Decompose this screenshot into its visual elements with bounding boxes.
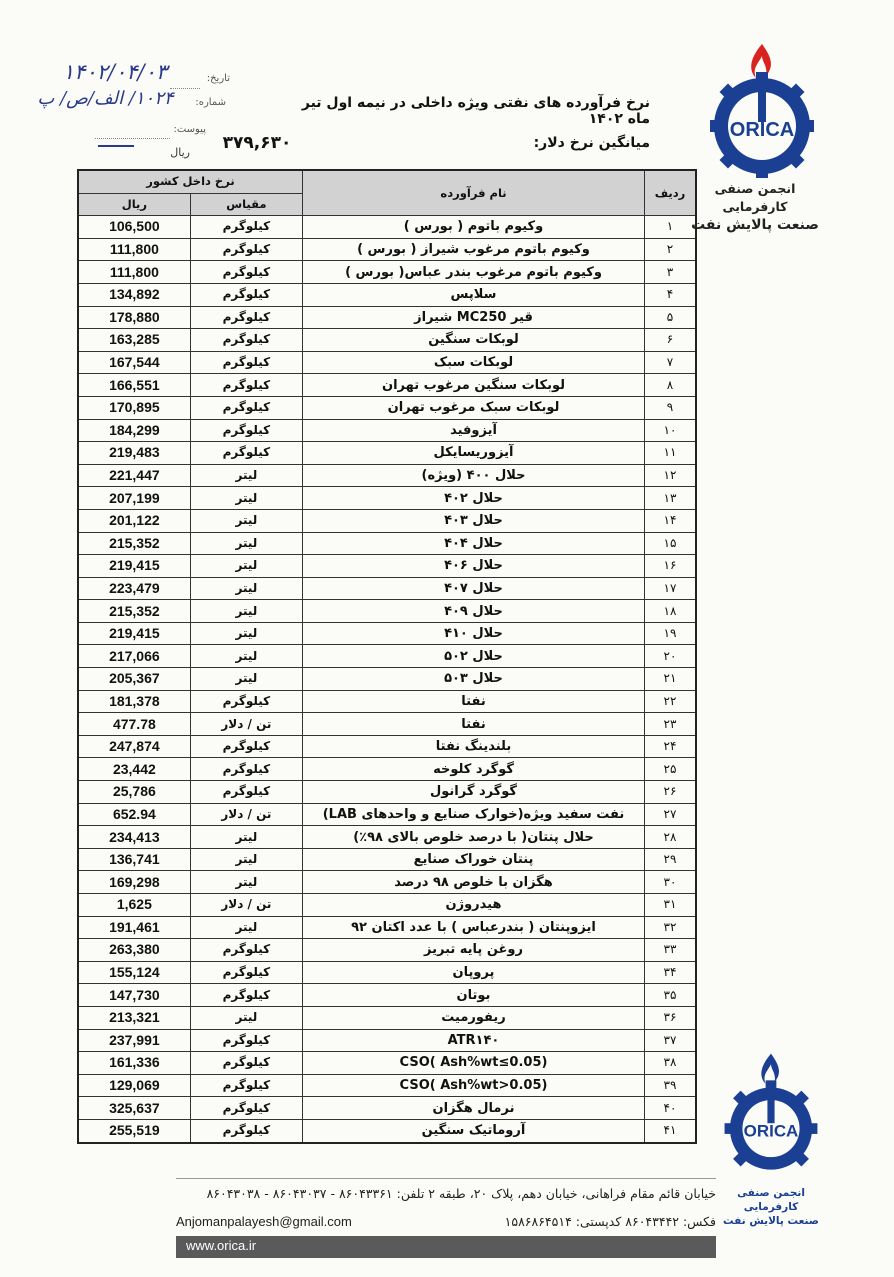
table-row [78, 690, 696, 713]
price-cell: 223,479 [78, 577, 190, 600]
product-name: حلال ۴۰۶ [303, 555, 645, 578]
price-cell: 161,336 [78, 1052, 190, 1075]
unit-cell: کیلوگرم [190, 1052, 302, 1075]
table-row [78, 961, 696, 984]
row-number: ۹ [645, 396, 697, 419]
product-name: پنتان خوراک صنایع [303, 848, 645, 871]
footer-website-link[interactable]: www.orica.ir [186, 1238, 257, 1253]
handwritten-dash [98, 145, 134, 147]
table-row [78, 894, 696, 917]
unit-cell: کیلوگرم [190, 690, 302, 713]
row-number: ۳۵ [645, 984, 697, 1007]
number-label: شماره: [195, 97, 226, 108]
org-name-line1: انجمن صنفی کارفرمایی [714, 181, 796, 214]
price-cell: 169,298 [78, 871, 190, 894]
product-name: حلال ۴۰۷ [303, 577, 645, 600]
dollar-rate-unit: ریال [170, 146, 190, 159]
price-cell: 477.78 [78, 713, 190, 736]
row-number: ۱۳ [645, 487, 697, 510]
row-number: ۳۴ [645, 961, 697, 984]
footer-bar [176, 1236, 716, 1258]
price-cell: 111,800 [78, 238, 190, 261]
table-row [78, 939, 696, 962]
price-cell: 215,352 [78, 600, 190, 623]
row-number: ۲ [645, 238, 697, 261]
unit-cell: کیلوگرم [190, 283, 302, 306]
product-name: آیزوفید [303, 419, 645, 442]
unit-cell: لیتر [190, 555, 302, 578]
stamp-org-line1: انجمن صنفی کارفرمایی [737, 1187, 805, 1213]
unit-cell: لیتر [190, 668, 302, 691]
footer-address: خیابان قائم مقام فراهانی، خیابان دهم، پلاک ۲۰، طبقه ۲ تلفن: ۸۶۰۴۳۳۶۱ - ۸۶۰۴۳۰۳۷ - ۸۶۰۴۳۰۳۸ [206, 1186, 716, 1201]
row-number: ۳۳ [645, 939, 697, 962]
table-row [78, 803, 696, 826]
unit-cell: کیلوگرم [190, 442, 302, 465]
table-row [78, 781, 696, 804]
table-row [78, 555, 696, 578]
price-cell: 207,199 [78, 487, 190, 510]
row-number: ۲۱ [645, 668, 697, 691]
price-cell: 219,415 [78, 555, 190, 578]
product-name: گوگرد کلوخه [303, 758, 645, 781]
row-number: ۴۱ [645, 1119, 697, 1142]
row-number: ۶ [645, 329, 697, 352]
price-cell: 181,378 [78, 690, 190, 713]
unit-cell: تن / دلار [190, 713, 302, 736]
price-cell: 134,892 [78, 283, 190, 306]
table-row [78, 916, 696, 939]
header-unit: مقیاس [190, 193, 302, 216]
product-name: ایزوپنتان ( بندرعباس ) با عدد اکتان ۹۲ [303, 916, 645, 939]
product-name: بوتان [303, 984, 645, 1007]
product-name: آیزوریسایکل [303, 442, 645, 465]
unit-cell: کیلوگرم [190, 758, 302, 781]
price-cell: 263,380 [78, 939, 190, 962]
unit-cell: کیلوگرم [190, 396, 302, 419]
price-cell: 167,544 [78, 351, 190, 374]
unit-cell: کیلوگرم [190, 261, 302, 284]
product-name: حلال پنتان( با درصد خلوص بالای ۹۸٪) [303, 826, 645, 849]
price-cell: 23,442 [78, 758, 190, 781]
unit-cell: تن / دلار [190, 803, 302, 826]
row-number: ۸ [645, 374, 697, 397]
table-row [78, 713, 696, 736]
product-name: سلاپس [303, 283, 645, 306]
price-cell: 184,299 [78, 419, 190, 442]
unit-cell: لیتر [190, 848, 302, 871]
row-number: ۳۱ [645, 894, 697, 917]
row-number: ۱۸ [645, 600, 697, 623]
table-row [78, 396, 696, 419]
table-row [78, 645, 696, 668]
table-row [78, 464, 696, 487]
price-cell: 155,124 [78, 961, 190, 984]
dollar-rate-label: میانگین نرخ دلار: [533, 135, 650, 151]
orica-logo [702, 38, 822, 178]
product-name: حلال ۴۰۴ [303, 532, 645, 555]
table-row [78, 329, 696, 352]
stamp-org-line2: صنعت پالایش نفت [723, 1215, 819, 1227]
row-number: ۱۴ [645, 509, 697, 532]
date-label: تاریخ: [206, 73, 230, 84]
footer-email[interactable]: Anjomanpalayesh@gmail.com [176, 1214, 352, 1229]
price-cell: 215,352 [78, 532, 190, 555]
product-name: حلال ۴۰۲ [303, 487, 645, 510]
attachment-label: پیوست: [173, 124, 206, 135]
dollar-rate-value: ۳۷۹,۶۳۰ [222, 133, 292, 153]
product-name: هگزان با خلوص ۹۸ درصد [303, 871, 645, 894]
attachment-dotted-line [95, 138, 170, 139]
table-row [78, 984, 696, 1007]
product-name: حلال ۴۱۰ [303, 622, 645, 645]
unit-cell: کیلوگرم [190, 238, 302, 261]
price-cell: 325,637 [78, 1097, 190, 1120]
unit-cell: کیلوگرم [190, 984, 302, 1007]
product-name: پروپان [303, 961, 645, 984]
product-name: ATR۱۴۰ [303, 1029, 645, 1052]
table-row [78, 826, 696, 849]
row-number: ۱۶ [645, 555, 697, 578]
product-name: آروماتیک سنگین [303, 1119, 645, 1142]
unit-cell: کیلوگرم [190, 939, 302, 962]
row-number: ۲۶ [645, 781, 697, 804]
stamp-org-name [716, 1186, 826, 1228]
unit-cell: لیتر [190, 622, 302, 645]
product-name: روغن پایه تبریز [303, 939, 645, 962]
product-name: نفتا [303, 690, 645, 713]
table-row [78, 622, 696, 645]
unit-cell: لیتر [190, 464, 302, 487]
row-number: ۱۲ [645, 464, 697, 487]
row-number: ۱۷ [645, 577, 697, 600]
logo-text: ORICA [729, 119, 795, 141]
stamp-logo-text: ORICA [743, 1121, 799, 1141]
product-name: نرمال هگزان [303, 1097, 645, 1120]
unit-cell: لیتر [190, 532, 302, 555]
product-name: لوبکات سنگین مرغوب تهران [303, 374, 645, 397]
table-row [78, 1074, 696, 1097]
product-name: وکیوم باتوم مرغوب بندر عباس( بورس ) [303, 261, 645, 284]
price-cell: 106,500 [78, 216, 190, 239]
unit-cell: لیتر [190, 487, 302, 510]
price-cell: 219,415 [78, 622, 190, 645]
price-cell: 652.94 [78, 803, 190, 826]
price-cell: 247,874 [78, 735, 190, 758]
table-row [78, 871, 696, 894]
table-row [78, 216, 696, 239]
table-row [78, 283, 696, 306]
table-row [78, 735, 696, 758]
row-number: ۲۰ [645, 645, 697, 668]
table-row [78, 374, 696, 397]
row-number: ۳۷ [645, 1029, 697, 1052]
row-number: ۳۸ [645, 1052, 697, 1075]
row-number: ۴ [645, 283, 697, 306]
footer-fax-postal: فکس: ۸۶۰۴۳۴۴۲ کدپستی: ۱۵۸۶۸۶۴۵۱۴ [504, 1214, 716, 1229]
header-price: ریال [78, 193, 190, 216]
table-row [78, 261, 696, 284]
unit-cell: کیلوگرم [190, 374, 302, 397]
row-number: ۳۰ [645, 871, 697, 894]
unit-cell: کیلوگرم [190, 735, 302, 758]
price-cell: 255,519 [78, 1119, 190, 1142]
row-number: ۳۲ [645, 916, 697, 939]
org-name-block [680, 180, 830, 234]
unit-cell: لیتر [190, 1006, 302, 1029]
unit-cell: کیلوگرم [190, 1119, 302, 1142]
price-cell: 166,551 [78, 374, 190, 397]
price-cell: 237,991 [78, 1029, 190, 1052]
product-name: هیدروژن [303, 894, 645, 917]
unit-cell: لیتر [190, 871, 302, 894]
price-cell: 111,800 [78, 261, 190, 284]
orica-logo-stamp [716, 1050, 826, 1175]
row-number: ۲۸ [645, 826, 697, 849]
product-name: لوبکات سنگین [303, 329, 645, 352]
table-row [78, 532, 696, 555]
unit-cell: کیلوگرم [190, 1097, 302, 1120]
unit-cell: کیلوگرم [190, 1074, 302, 1097]
footer-divider [176, 1178, 716, 1179]
table-row [78, 1097, 696, 1120]
product-name: (Ash%wt>0.05 )CSO [303, 1074, 645, 1097]
header-domestic-rate: نرخ داخل کشور [78, 170, 303, 193]
product-name: لوبکات سبک [303, 351, 645, 374]
unit-cell: کیلوگرم [190, 1029, 302, 1052]
row-number: ۲۳ [645, 713, 697, 736]
price-cell: 213,321 [78, 1006, 190, 1029]
row-number: ۱۵ [645, 532, 697, 555]
table-row [78, 509, 696, 532]
product-name: نفتا [303, 713, 645, 736]
price-cell: 205,367 [78, 668, 190, 691]
product-name: گوگرد گرانول [303, 781, 645, 804]
price-cell: 25,786 [78, 781, 190, 804]
unit-cell: کیلوگرم [190, 419, 302, 442]
header-product-name: نام فرآورده [303, 170, 645, 216]
unit-cell: کیلوگرم [190, 781, 302, 804]
row-number: ۳ [645, 261, 697, 284]
table-body [78, 216, 696, 1143]
product-name: لوبکات سبک مرغوب تهران [303, 396, 645, 419]
unit-cell: کیلوگرم [190, 306, 302, 329]
price-cell: 178,880 [78, 306, 190, 329]
row-number: ۱۰ [645, 419, 697, 442]
product-name: حلال ۴۰۰ (ویژه) [303, 464, 645, 487]
row-number: ۲۴ [645, 735, 697, 758]
table-row [78, 238, 696, 261]
row-number: ۱۱ [645, 442, 697, 465]
unit-cell: لیتر [190, 509, 302, 532]
header-row-number: ردیف [645, 170, 697, 216]
product-name: حلال ۵۰۳ [303, 668, 645, 691]
price-cell: 191,461 [78, 916, 190, 939]
table-row [78, 306, 696, 329]
table-row [78, 419, 696, 442]
row-number: ۱۹ [645, 622, 697, 645]
price-cell: 219,483 [78, 442, 190, 465]
row-number: ۳۹ [645, 1074, 697, 1097]
table-row [78, 1052, 696, 1075]
row-number: ۳۶ [645, 1006, 697, 1029]
product-name: حلال ۴۰۳ [303, 509, 645, 532]
unit-cell: لیتر [190, 645, 302, 668]
org-name-line2: صنعت پالایش نفت [691, 217, 819, 233]
product-name: نفت سفید ویژه(خوارک صنایع و واحدهای LAB) [303, 803, 645, 826]
row-number: ۲۷ [645, 803, 697, 826]
price-cell: 1,625 [78, 894, 190, 917]
unit-cell: لیتر [190, 600, 302, 623]
product-name: (Ash%wt≤0.05 )CSO [303, 1052, 645, 1075]
price-cell: 163,285 [78, 329, 190, 352]
product-name: حلال ۵۰۲ [303, 645, 645, 668]
price-cell: 217,066 [78, 645, 190, 668]
row-number: ۲۲ [645, 690, 697, 713]
unit-cell: کیلوگرم [190, 216, 302, 239]
table-row [78, 487, 696, 510]
row-number: ۲۹ [645, 848, 697, 871]
unit-cell: لیتر [190, 916, 302, 939]
row-number: ۷ [645, 351, 697, 374]
unit-cell: لیتر [190, 826, 302, 849]
table-row [78, 1029, 696, 1052]
table-row [78, 758, 696, 781]
product-name: ریفورمیت [303, 1006, 645, 1029]
page-title: نرخ فرآورده های نفتی ویژه داخلی در نیمه اول تیر ماه ۱۴۰۲ [301, 95, 650, 127]
unit-cell: لیتر [190, 577, 302, 600]
unit-cell: تن / دلار [190, 894, 302, 917]
table-row [78, 668, 696, 691]
price-cell: 170,895 [78, 396, 190, 419]
unit-cell: کیلوگرم [190, 961, 302, 984]
price-table [77, 169, 697, 1144]
product-name: حلال ۴۰۹ [303, 600, 645, 623]
price-cell: 234,413 [78, 826, 190, 849]
table-row [78, 1006, 696, 1029]
table-row [78, 577, 696, 600]
price-cell: 201,122 [78, 509, 190, 532]
table-row [78, 351, 696, 374]
row-number: ۴۰ [645, 1097, 697, 1120]
product-name: وکیوم باتوم ( بورس ) [303, 216, 645, 239]
product-name: بلندینگ نفتا [303, 735, 645, 758]
price-cell: 221,447 [78, 464, 190, 487]
row-number: ۵ [645, 306, 697, 329]
table-row [78, 442, 696, 465]
unit-cell: کیلوگرم [190, 351, 302, 374]
table-row [78, 848, 696, 871]
table-row [78, 600, 696, 623]
handwritten-date: ۱۴۰۲/۰۴/۰۳ [62, 60, 168, 84]
unit-cell: کیلوگرم [190, 329, 302, 352]
row-number: ۱ [645, 216, 697, 239]
handwritten-number: ۱۰۲۴/ الف/ص/ پ [37, 88, 174, 109]
price-cell: 129,069 [78, 1074, 190, 1097]
product-name: قیر MC250 شیراز [303, 306, 645, 329]
product-name: وکیوم باتوم مرغوب شیراز ( بورس ) [303, 238, 645, 261]
table-row [78, 1119, 696, 1142]
price-cell: 136,741 [78, 848, 190, 871]
price-cell: 147,730 [78, 984, 190, 1007]
row-number: ۲۵ [645, 758, 697, 781]
